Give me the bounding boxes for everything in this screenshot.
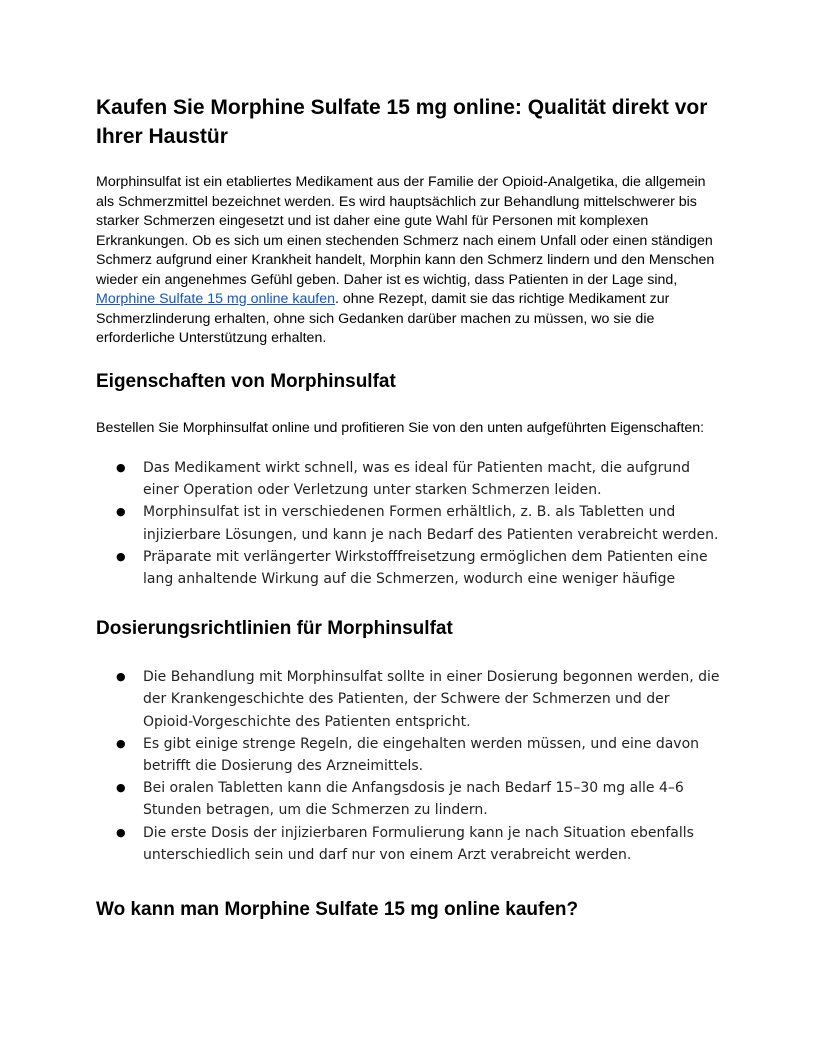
bullet-icon: ● bbox=[116, 505, 126, 519]
list-item-text: Morphinsulfat ist in verschiedenen Formen erhältlich, z. B. als Tabletten und injizierbare Lösungen, und kann je nach Bedarf des Patienten verabreicht werden. bbox=[143, 504, 719, 543]
list-item bbox=[96, 501, 722, 545]
list-item-text: Das Medikament wirkt schnell, was es ideal für Patienten macht, die aufgrund einer Operation oder Verletzung unter starken Schmerzen leiden. bbox=[143, 460, 691, 499]
intro-text-after-link: . ohne Rezept, damit sie das richtige Medikament zur Schmerzlinderung erhalten, ohne sich Gedanken darüber machen zu müssen, wo sie die erforderliche Unterstützung erhalten. bbox=[96, 291, 670, 346]
list-item bbox=[96, 457, 722, 501]
document-page bbox=[96, 93, 722, 922]
list-item bbox=[96, 733, 722, 777]
list-item bbox=[96, 666, 722, 733]
properties-list bbox=[96, 457, 722, 590]
list-item bbox=[96, 777, 722, 821]
intro-paragraph bbox=[96, 173, 722, 349]
bullet-icon: ● bbox=[116, 549, 126, 563]
bullet-icon: ● bbox=[116, 736, 126, 750]
bullet-icon: ● bbox=[116, 461, 126, 474]
page-title: Kaufen Sie Morphine Sulfate 15 mg online: Qualität direkt vor Ihrer Haustür bbox=[96, 96, 708, 148]
list-item-text: Die Behandlung mit Morphinsulfat sollte in einer Dosierung begonnen werden, die der Krankengeschichte des Patienten, der Schwere der Schmerzen und der Opioid-Vorgeschichte des Patienten entspricht. bbox=[143, 669, 720, 730]
list-item bbox=[96, 822, 722, 866]
bullet-icon: ● bbox=[116, 670, 126, 684]
bullet-icon: ● bbox=[116, 825, 126, 839]
properties-lead-paragraph: Bestellen Sie Morphinsulfat online und profitieren Sie von den unten aufgeführten Eigenschaften: bbox=[96, 419, 705, 436]
dosage-list bbox=[96, 666, 722, 866]
section-heading-dosage: Dosierungsrichtlinien für Morphinsulfat bbox=[96, 618, 453, 640]
intro-text-before-link: Morphinsulfat ist ein etabliertes Medikament aus der Familie der Opioid-Analgetika, die allgemein als Schmerzmittel bezeichnet werden. Es wird hauptsächlich zur Behandlung mittelschwerer bis starker Schmerzen eingesetzt und ist daher eine gute Wahl für Personen mit komplexen Erkrankungen. Ob es sich um einen stechenden Schmerz nach einem Unfall oder einen ständigen Schmerz aufgrund einer Krankheit handelt, Morphin kann den Schmerz lindern und den Menschen wieder ein angenehmes Gefühl geben. Daher ist es wichtig, dass Patienten in der Lage sind, bbox=[96, 174, 715, 288]
buy-morphine-link[interactable]: Morphine Sulfate 15 mg online kaufen bbox=[96, 291, 335, 307]
section-heading-where-to-buy: Wo kann man Morphine Sulfate 15 mg online kaufen? bbox=[96, 899, 579, 921]
section-heading-properties: Eigenschaften von Morphinsulfat bbox=[96, 370, 396, 392]
list-item-text: Die erste Dosis der injizierbaren Formulierung kann je nach Situation ebenfalls unterschiedlich sein und darf nur von einem Arzt verabreicht werden. bbox=[143, 824, 694, 863]
list-item bbox=[96, 546, 722, 590]
list-item-text: Es gibt einige strenge Regeln, die eingehalten werden müssen, und eine davon betrifft die Dosierung des Arzneimittels. bbox=[143, 735, 700, 775]
list-item-text: Präparate mit verlängerter Wirkstofffreisetzung ermöglichen dem Patienten eine lang anhaltende Wirkung auf die Schmerzen, wodurch eine weniger häufige bbox=[143, 548, 708, 588]
list-item-text: Bei oralen Tabletten kann die Anfangsdosis je nach Bedarf 15–30 mg alle 4–6 Stunden betragen, um die Schmerzen zu lindern. bbox=[143, 780, 684, 819]
bullet-icon: ● bbox=[116, 781, 126, 795]
